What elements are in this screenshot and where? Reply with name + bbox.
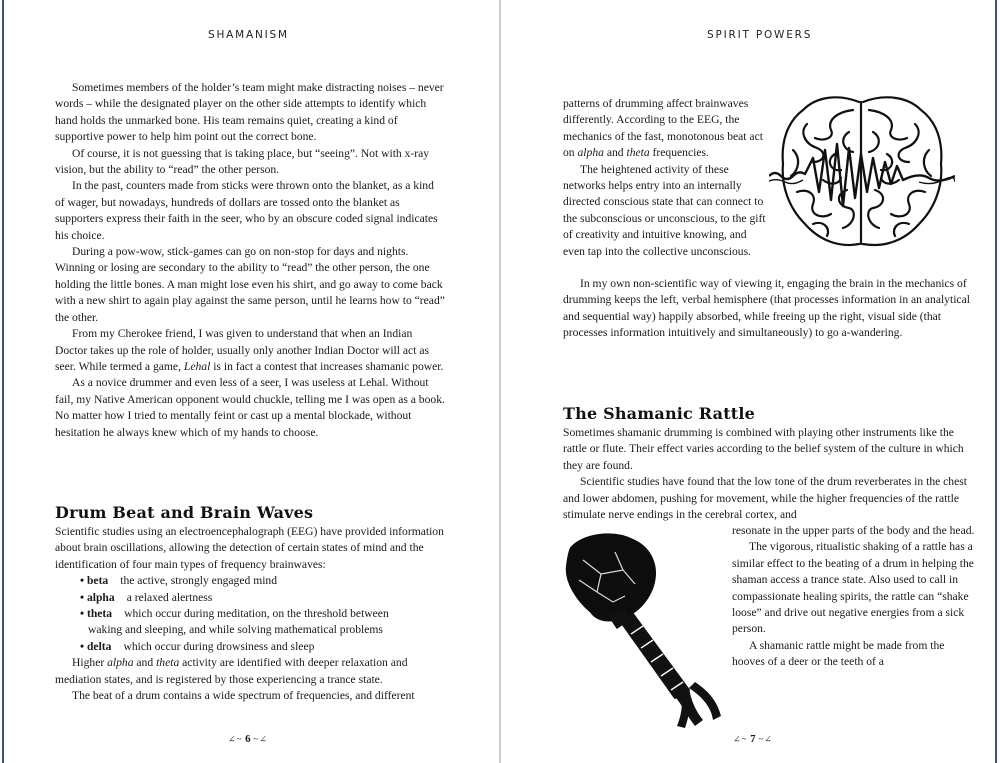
brain-icon [769,88,955,258]
paragraph-text: From my Cherokee friend, I was given to understand that when an Indian Doctor takes up the role of holder, usually only another Indian Doctor will act as seer. While termed a game, [55,327,429,373]
section-heading-drum-beat: Drum Beat and Brain Waves [55,503,314,522]
wave-term: delta [86,639,112,653]
running-head: SPIRIT POWERS [707,29,813,41]
paragraph: As a novice drummer and even less of a seer, I was useless at Lehal. Without fail, my Native American opponent would chuckle, telling me I was open as a book. No matter how I tried to mentally feint or cast up a mental blockade, without hesitation he always knew which of my hands to choose. [55,376,445,439]
list-item [80,573,445,589]
folio-ornament: ~∠ [253,734,268,744]
section-heading-shamanic-rattle: The Shamanic Rattle [563,404,756,423]
paragraph: During a pow-wow, stick-games can go on non-stop for days and nights. Winning or losing are secondary to the ability to “read” the other person, the one holding the little bones. A man might lose even his shirt, and go away to come back with a new shirt to again play against the same person, until he learns how to “read” the other. [55,245,445,324]
paragraph: Scientific studies have found that the low tone of the drum reverberates in the chest and lower abdomen, pushing for movement, while the higher frequencies of the rattle stimulate nerve endings in the cerebral cortex, and [563,475,967,522]
page-number [733,733,773,745]
paragraph-text: activity are identified with deeper relaxation and mediation states, and is registered by those experiencing a trance state. [55,656,408,686]
paragraph-continued: resonate in the upper parts of the body and the head. [732,524,975,537]
page-number-value: 6 [245,733,251,745]
paragraph-text: patterns of drumming affect brainwaves differently. According to the EEG, the mechanics of the fast, monotonous beat act on [563,97,763,160]
page-number [228,733,268,745]
bullet: • [80,574,85,588]
left-page [0,0,499,763]
list-item [80,639,445,655]
section-intro: Scientific studies using an electroencephalograph (EEG) have provided information about brain oscillations, allowing the detection of certain states of mind and the identification of four main types of frequency brainwaves: [55,525,444,571]
theta-term: theta [156,656,180,670]
folio-ornament: ~∠ [758,734,773,744]
paragraph: Sometimes shamanic drumming is combined with playing other instruments like the rattle or flute. Their effect varies according to the belief system of the culture in which they are found. [563,426,964,472]
paragraph-text: is in fact a contest that increases shamanic power. [210,359,444,373]
wave-desc-continued: waking and sleeping, and while solving mathematical problems [88,623,383,637]
wave-term: beta [86,574,109,588]
paragraph: The vigorous, ritualistic shaking of a rattle has a similar effect to the beating of a drum in helping the shaman access a trance state. Also used to call in compassionate healing spirits, the rattle can “shake loose” and drive out negative energies from a sick person. [732,540,974,636]
paragraph-text: and [133,656,157,670]
alpha-term: alpha [577,146,604,160]
wave-term: theta [86,607,113,621]
bullet: • [80,607,85,621]
folio-ornament: ∠~ [733,734,748,744]
paragraph-text: and [603,146,627,160]
list-item [80,606,445,639]
paragraph: Sometimes members of the holder’s team might make distracting noises – never words – while the designated player on the other side attempts to identify which hand holds the unmarked bone. His team remains quiet, creating a kind of supportive power to help him point out the correct bone. [55,81,444,144]
wave-desc: a relaxed alertness [126,590,213,604]
bullet: • [80,590,85,604]
wave-term: alpha [86,590,115,604]
paragraph-text: Higher [72,656,108,670]
paragraph [55,655,445,688]
page-number-value: 7 [750,733,756,745]
paragraph [55,326,445,375]
paragraph: The beat of a drum contains a wide spectrum of frequencies, and different [72,689,415,703]
brainwave-list [55,573,445,655]
wave-desc: the active, strongly engaged mind [120,574,278,588]
right-wrap-text [563,96,771,260]
paragraph [563,96,771,162]
paragraph: In the past, counters made from sticks were thrown onto the blanket, as a kind of wager, but nowadays, hundreds of dollars are tossed onto the blanket as supporters express their faith in the seer, who by an obscure coded signal indicates his choice. [55,179,438,242]
alpha-term: alpha [107,656,134,670]
theta-term: theta [626,146,650,160]
bullet: • [80,639,85,653]
left-section-text [55,524,445,704]
paragraph: The heightened activity of these networks helps entry into an internally directed conscious state that can connect to the subconscious or unconscious, to the gift of creativity and intuitive knowing, and even tap into the collective unconscious. [563,162,766,258]
right-body-text [563,276,973,342]
folio-ornament: ∠~ [228,734,243,744]
wave-desc: which occur during meditation, on the threshold between [124,607,389,621]
right-page [501,0,995,763]
right-wrap-text-rattle [732,523,978,671]
lehal-term: Lehal [183,359,211,373]
paragraph: Of course, it is not guessing that is taking place, but “seeing”. Not with x-ray vision, but the ability to “read” the other person. [55,146,430,177]
paragraph: A shamanic rattle might be made from the hooves of a deer or the teeth of a [732,638,945,669]
left-body-text [55,80,445,441]
right-section-text [563,425,973,523]
rattle-icon [561,530,731,730]
paragraph-text: frequencies. [649,146,709,160]
right-edge-rule [995,0,997,763]
wave-desc: which occur during drowsiness and sleep [123,639,315,653]
list-item [80,590,445,606]
paragraph: In my own non-scientific way of viewing it, engaging the brain in the mechanics of drumming keeps the left, verbal hemisphere (that processes information in an analytical and sequential way) happily absorbed, while freeing up the right, visual side (that processes information intuitively and simultaneously) to go a-wandering. [563,277,970,340]
running-head: SHAMANISM [208,29,289,41]
